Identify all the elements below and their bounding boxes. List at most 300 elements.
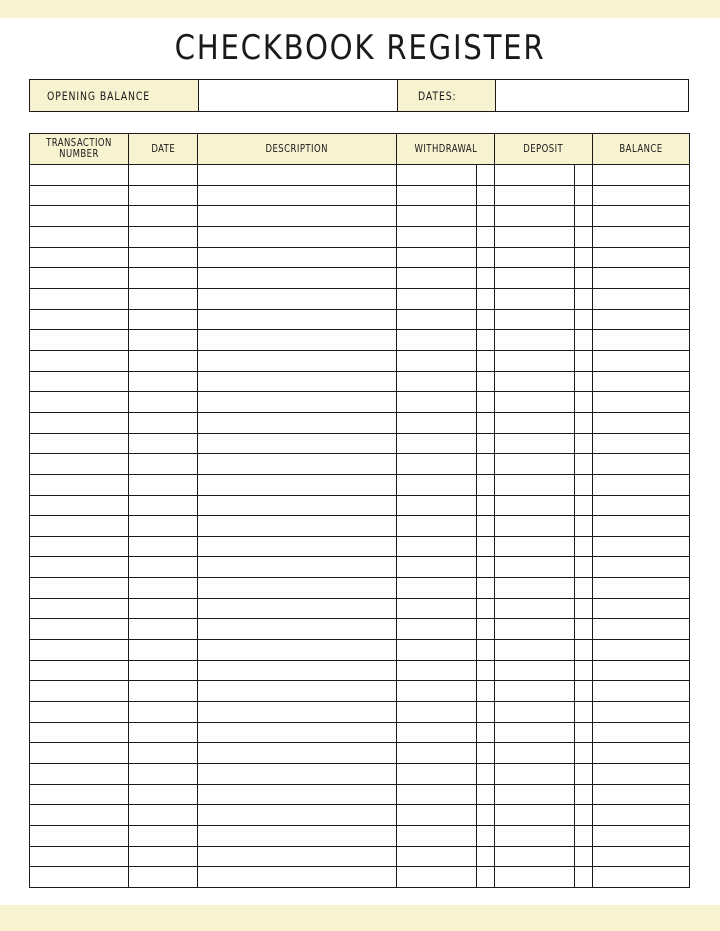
cell-transaction-number[interactable] <box>30 557 129 577</box>
cell-description[interactable] <box>198 516 397 536</box>
cell-description[interactable] <box>198 599 397 619</box>
table-row <box>30 329 689 350</box>
cents-subcell[interactable] <box>476 351 494 371</box>
cents-subcell[interactable] <box>476 372 494 392</box>
cell-balance[interactable] <box>593 454 689 474</box>
cell-balance[interactable] <box>593 847 689 867</box>
cell-balance[interactable] <box>593 516 689 536</box>
cell-balance[interactable] <box>593 785 689 805</box>
cents-subcell[interactable] <box>574 392 592 412</box>
cell-deposit[interactable] <box>495 805 593 825</box>
cell-date[interactable] <box>129 475 198 495</box>
cents-subcell[interactable] <box>476 310 494 330</box>
table-row <box>30 680 689 701</box>
cell-date[interactable] <box>129 640 198 660</box>
cents-subcell[interactable] <box>574 599 592 619</box>
cents-subcell[interactable] <box>476 599 494 619</box>
cell-withdrawal[interactable] <box>397 681 495 701</box>
cell-deposit[interactable] <box>495 330 593 350</box>
cell-date[interactable] <box>129 351 198 371</box>
cell-date[interactable] <box>129 165 198 185</box>
cell-transaction-number[interactable] <box>30 310 129 330</box>
cell-description[interactable] <box>198 640 397 660</box>
cents-subcell[interactable] <box>476 392 494 412</box>
cell-transaction-number[interactable] <box>30 351 129 371</box>
cell-transaction-number[interactable] <box>30 723 129 743</box>
cents-subcell[interactable] <box>476 186 494 206</box>
cents-subcell[interactable] <box>476 289 494 309</box>
cell-deposit[interactable] <box>495 227 593 247</box>
cents-subcell[interactable] <box>476 702 494 722</box>
cell-withdrawal[interactable] <box>397 475 495 495</box>
cents-subcell[interactable] <box>476 227 494 247</box>
cents-subcell[interactable] <box>476 805 494 825</box>
cents-subcell[interactable] <box>574 310 592 330</box>
cell-description[interactable] <box>198 227 397 247</box>
cell-deposit[interactable] <box>495 826 593 846</box>
cell-description[interactable] <box>198 805 397 825</box>
cell-description[interactable] <box>198 475 397 495</box>
cell-date[interactable] <box>129 805 198 825</box>
cell-balance[interactable] <box>593 310 689 330</box>
cell-deposit[interactable] <box>495 413 593 433</box>
cell-description[interactable] <box>198 785 397 805</box>
cell-date[interactable] <box>129 867 198 887</box>
cents-subcell[interactable] <box>574 785 592 805</box>
cell-date[interactable] <box>129 702 198 722</box>
cell-withdrawal[interactable] <box>397 867 495 887</box>
cents-subcell[interactable] <box>574 764 592 784</box>
cell-withdrawal[interactable] <box>397 186 495 206</box>
cell-date[interactable] <box>129 847 198 867</box>
cell-balance[interactable] <box>593 537 689 557</box>
cents-subcell[interactable] <box>574 351 592 371</box>
cell-transaction-number[interactable] <box>30 165 129 185</box>
cell-withdrawal[interactable] <box>397 434 495 454</box>
table-row <box>30 515 689 536</box>
cell-description[interactable] <box>198 557 397 577</box>
cell-balance[interactable] <box>593 826 689 846</box>
cell-date[interactable] <box>129 454 198 474</box>
cell-transaction-number[interactable] <box>30 537 129 557</box>
cell-description[interactable] <box>198 186 397 206</box>
cell-balance[interactable] <box>593 764 689 784</box>
cell-date[interactable] <box>129 227 198 247</box>
cents-subcell[interactable] <box>476 826 494 846</box>
cell-deposit[interactable] <box>495 702 593 722</box>
table-row <box>30 598 689 619</box>
cell-withdrawal[interactable] <box>397 392 495 412</box>
cell-balance[interactable] <box>593 248 689 268</box>
cell-withdrawal[interactable] <box>397 743 495 763</box>
table-row <box>30 226 689 247</box>
opening-balance-field[interactable] <box>199 80 398 111</box>
cell-date[interactable] <box>129 785 198 805</box>
cell-deposit[interactable] <box>495 557 593 577</box>
cell-balance[interactable] <box>593 289 689 309</box>
cell-deposit[interactable] <box>495 289 593 309</box>
cell-description[interactable] <box>198 413 397 433</box>
cents-subcell[interactable] <box>574 454 592 474</box>
cell-date[interactable] <box>129 599 198 619</box>
cell-deposit[interactable] <box>495 454 593 474</box>
cell-withdrawal[interactable] <box>397 785 495 805</box>
cell-date[interactable] <box>129 723 198 743</box>
cell-description[interactable] <box>198 268 397 288</box>
cents-subcell[interactable] <box>476 454 494 474</box>
cell-date[interactable] <box>129 392 198 412</box>
cents-subcell[interactable] <box>476 516 494 536</box>
cell-balance[interactable] <box>593 619 689 639</box>
cell-withdrawal[interactable] <box>397 661 495 681</box>
cell-date[interactable] <box>129 578 198 598</box>
cents-subcell[interactable] <box>574 248 592 268</box>
cell-deposit[interactable] <box>495 661 593 681</box>
cents-subcell[interactable] <box>574 289 592 309</box>
table-row <box>30 556 689 577</box>
cell-deposit[interactable] <box>495 599 593 619</box>
cell-description[interactable] <box>198 743 397 763</box>
cents-subcell[interactable] <box>574 330 592 350</box>
cell-deposit[interactable] <box>495 785 593 805</box>
cell-date[interactable] <box>129 516 198 536</box>
cents-subcell[interactable] <box>574 372 592 392</box>
cents-subcell[interactable] <box>574 496 592 516</box>
cents-subcell[interactable] <box>574 413 592 433</box>
cell-balance[interactable] <box>593 599 689 619</box>
cell-withdrawal[interactable] <box>397 702 495 722</box>
cell-date[interactable] <box>129 743 198 763</box>
cell-description[interactable] <box>198 867 397 887</box>
cents-subcell[interactable] <box>476 743 494 763</box>
cell-withdrawal[interactable] <box>397 496 495 516</box>
cell-deposit[interactable] <box>495 681 593 701</box>
cell-balance[interactable] <box>593 681 689 701</box>
cell-withdrawal[interactable] <box>397 227 495 247</box>
table-row <box>30 866 689 887</box>
table-row <box>30 846 689 867</box>
cell-date[interactable] <box>129 496 198 516</box>
cell-transaction-number[interactable] <box>30 289 129 309</box>
opening-balance-label: OPENING BALANCE <box>30 80 199 111</box>
cents-subcell[interactable] <box>574 268 592 288</box>
cell-date[interactable] <box>129 310 198 330</box>
cell-balance[interactable] <box>593 413 689 433</box>
cell-date[interactable] <box>129 372 198 392</box>
cell-balance[interactable] <box>593 206 689 226</box>
cell-date[interactable] <box>129 434 198 454</box>
cell-deposit[interactable] <box>495 206 593 226</box>
cell-balance[interactable] <box>593 723 689 743</box>
cents-subcell[interactable] <box>476 557 494 577</box>
cell-transaction-number[interactable] <box>30 475 129 495</box>
cell-transaction-number[interactable] <box>30 805 129 825</box>
cell-balance[interactable] <box>593 227 689 247</box>
cents-subcell[interactable] <box>476 496 494 516</box>
cell-transaction-number[interactable] <box>30 248 129 268</box>
table-row <box>30 371 689 392</box>
cell-description[interactable] <box>198 206 397 226</box>
cell-deposit[interactable] <box>495 619 593 639</box>
cell-deposit[interactable] <box>495 351 593 371</box>
cell-balance[interactable] <box>593 330 689 350</box>
cell-deposit[interactable] <box>495 578 593 598</box>
cell-balance[interactable] <box>593 867 689 887</box>
cell-deposit[interactable] <box>495 867 593 887</box>
cell-transaction-number[interactable] <box>30 867 129 887</box>
cell-withdrawal[interactable] <box>397 599 495 619</box>
cell-withdrawal[interactable] <box>397 330 495 350</box>
cell-date[interactable] <box>129 681 198 701</box>
cell-balance[interactable] <box>593 186 689 206</box>
cell-date[interactable] <box>129 413 198 433</box>
cell-withdrawal[interactable] <box>397 248 495 268</box>
cell-deposit[interactable] <box>495 372 593 392</box>
cents-subcell[interactable] <box>574 516 592 536</box>
cents-subcell[interactable] <box>476 785 494 805</box>
cell-balance[interactable] <box>593 351 689 371</box>
cell-transaction-number[interactable] <box>30 826 129 846</box>
cell-deposit[interactable] <box>495 496 593 516</box>
cell-balance[interactable] <box>593 165 689 185</box>
cell-withdrawal[interactable] <box>397 805 495 825</box>
cell-description[interactable] <box>198 578 397 598</box>
cents-subcell[interactable] <box>476 640 494 660</box>
cents-subcell[interactable] <box>476 847 494 867</box>
cell-deposit[interactable] <box>495 847 593 867</box>
cell-transaction-number[interactable] <box>30 681 129 701</box>
cell-date[interactable] <box>129 268 198 288</box>
cell-withdrawal[interactable] <box>397 557 495 577</box>
cell-transaction-number[interactable] <box>30 847 129 867</box>
cell-transaction-number[interactable] <box>30 434 129 454</box>
cents-subcell[interactable] <box>574 557 592 577</box>
cell-deposit[interactable] <box>495 434 593 454</box>
cell-transaction-number[interactable] <box>30 206 129 226</box>
cell-withdrawal[interactable] <box>397 454 495 474</box>
cell-deposit[interactable] <box>495 165 593 185</box>
cell-deposit[interactable] <box>495 537 593 557</box>
cell-date[interactable] <box>129 826 198 846</box>
cell-transaction-number[interactable] <box>30 496 129 516</box>
cell-description[interactable] <box>198 289 397 309</box>
cell-deposit[interactable] <box>495 516 593 536</box>
cell-description[interactable] <box>198 454 397 474</box>
cell-deposit[interactable] <box>495 475 593 495</box>
cell-date[interactable] <box>129 330 198 350</box>
table-row <box>30 536 689 557</box>
cell-date[interactable] <box>129 289 198 309</box>
cell-withdrawal[interactable] <box>397 268 495 288</box>
cell-balance[interactable] <box>593 578 689 598</box>
cell-balance[interactable] <box>593 661 689 681</box>
cell-date[interactable] <box>129 248 198 268</box>
cell-deposit[interactable] <box>495 743 593 763</box>
cents-subcell[interactable] <box>574 661 592 681</box>
cell-withdrawal[interactable] <box>397 578 495 598</box>
cents-subcell[interactable] <box>574 434 592 454</box>
cell-transaction-number[interactable] <box>30 764 129 784</box>
cents-subcell[interactable] <box>574 805 592 825</box>
cell-withdrawal[interactable] <box>397 619 495 639</box>
cents-subcell[interactable] <box>476 165 494 185</box>
cell-transaction-number[interactable] <box>30 330 129 350</box>
cell-transaction-number[interactable] <box>30 785 129 805</box>
cents-subcell[interactable] <box>476 248 494 268</box>
cents-subcell[interactable] <box>574 723 592 743</box>
cell-description[interactable] <box>198 537 397 557</box>
cell-withdrawal[interactable] <box>397 165 495 185</box>
cell-withdrawal[interactable] <box>397 537 495 557</box>
cents-subcell[interactable] <box>476 206 494 226</box>
cell-withdrawal[interactable] <box>397 206 495 226</box>
cell-description[interactable] <box>198 351 397 371</box>
cell-transaction-number[interactable] <box>30 372 129 392</box>
cell-withdrawal[interactable] <box>397 289 495 309</box>
cell-balance[interactable] <box>593 743 689 763</box>
cell-description[interactable] <box>198 702 397 722</box>
cents-subcell[interactable] <box>574 165 592 185</box>
cents-subcell[interactable] <box>574 702 592 722</box>
cents-subcell[interactable] <box>476 434 494 454</box>
cents-subcell[interactable] <box>476 413 494 433</box>
cell-date[interactable] <box>129 661 198 681</box>
cell-withdrawal[interactable] <box>397 516 495 536</box>
cents-subcell[interactable] <box>574 578 592 598</box>
cell-balance[interactable] <box>593 702 689 722</box>
cell-description[interactable] <box>198 723 397 743</box>
cell-description[interactable] <box>198 681 397 701</box>
cents-subcell[interactable] <box>574 681 592 701</box>
cell-transaction-number[interactable] <box>30 743 129 763</box>
cell-description[interactable] <box>198 165 397 185</box>
cents-subcell[interactable] <box>574 227 592 247</box>
cents-subcell[interactable] <box>574 186 592 206</box>
cents-subcell[interactable] <box>574 206 592 226</box>
col-header-balance: BALANCE <box>619 142 663 155</box>
cell-date[interactable] <box>129 764 198 784</box>
cell-withdrawal[interactable] <box>397 723 495 743</box>
cell-balance[interactable] <box>593 434 689 454</box>
cents-subcell[interactable] <box>574 847 592 867</box>
table-row <box>30 577 689 598</box>
cents-subcell[interactable] <box>476 537 494 557</box>
cell-withdrawal[interactable] <box>397 764 495 784</box>
cell-balance[interactable] <box>593 557 689 577</box>
cell-date[interactable] <box>129 537 198 557</box>
cell-withdrawal[interactable] <box>397 640 495 660</box>
cell-deposit[interactable] <box>495 268 593 288</box>
cell-transaction-number[interactable] <box>30 578 129 598</box>
cents-subcell[interactable] <box>476 661 494 681</box>
cell-description[interactable] <box>198 392 397 412</box>
cents-subcell[interactable] <box>476 330 494 350</box>
cents-subcell[interactable] <box>574 640 592 660</box>
cents-subcell[interactable] <box>476 764 494 784</box>
cell-balance[interactable] <box>593 392 689 412</box>
cell-deposit[interactable] <box>495 310 593 330</box>
cents-subcell[interactable] <box>476 619 494 639</box>
cell-transaction-number[interactable] <box>30 186 129 206</box>
cell-description[interactable] <box>198 330 397 350</box>
table-row <box>30 453 689 474</box>
cell-description[interactable] <box>198 764 397 784</box>
cell-date[interactable] <box>129 206 198 226</box>
cents-subcell[interactable] <box>476 723 494 743</box>
cell-description[interactable] <box>198 826 397 846</box>
cell-deposit[interactable] <box>495 640 593 660</box>
cents-subcell[interactable] <box>574 867 592 887</box>
table-row <box>30 288 689 309</box>
cell-description[interactable] <box>198 619 397 639</box>
cell-date[interactable] <box>129 557 198 577</box>
cell-transaction-number[interactable] <box>30 268 129 288</box>
cell-balance[interactable] <box>593 805 689 825</box>
cell-transaction-number[interactable] <box>30 227 129 247</box>
cents-subcell[interactable] <box>476 681 494 701</box>
cell-balance[interactable] <box>593 496 689 516</box>
cell-deposit[interactable] <box>495 392 593 412</box>
cell-withdrawal[interactable] <box>397 372 495 392</box>
cell-description[interactable] <box>198 661 397 681</box>
cell-transaction-number[interactable] <box>30 640 129 660</box>
cell-withdrawal[interactable] <box>397 351 495 371</box>
cell-withdrawal[interactable] <box>397 847 495 867</box>
cell-date[interactable] <box>129 186 198 206</box>
cell-transaction-number[interactable] <box>30 392 129 412</box>
table-row <box>30 433 689 454</box>
table-row <box>30 784 689 805</box>
cents-subcell[interactable] <box>476 475 494 495</box>
cell-description[interactable] <box>198 248 397 268</box>
cell-date[interactable] <box>129 619 198 639</box>
cell-deposit[interactable] <box>495 186 593 206</box>
cell-deposit[interactable] <box>495 764 593 784</box>
cell-description[interactable] <box>198 434 397 454</box>
cell-description[interactable] <box>198 372 397 392</box>
cell-deposit[interactable] <box>495 723 593 743</box>
dates-field[interactable] <box>496 80 688 111</box>
cents-subcell[interactable] <box>476 578 494 598</box>
cell-balance[interactable] <box>593 268 689 288</box>
cell-transaction-number[interactable] <box>30 619 129 639</box>
cell-transaction-number[interactable] <box>30 413 129 433</box>
table-row <box>30 742 689 763</box>
cell-withdrawal[interactable] <box>397 310 495 330</box>
cell-description[interactable] <box>198 496 397 516</box>
cell-transaction-number[interactable] <box>30 702 129 722</box>
cell-transaction-number[interactable] <box>30 454 129 474</box>
cents-subcell[interactable] <box>574 743 592 763</box>
cents-subcell[interactable] <box>574 475 592 495</box>
cell-transaction-number[interactable] <box>30 516 129 536</box>
cents-subcell[interactable] <box>476 268 494 288</box>
cell-balance[interactable] <box>593 475 689 495</box>
cell-balance[interactable] <box>593 372 689 392</box>
cents-subcell[interactable] <box>574 826 592 846</box>
cents-subcell[interactable] <box>476 867 494 887</box>
cell-withdrawal[interactable] <box>397 826 495 846</box>
cell-deposit[interactable] <box>495 248 593 268</box>
cell-transaction-number[interactable] <box>30 661 129 681</box>
cell-description[interactable] <box>198 310 397 330</box>
cell-description[interactable] <box>198 847 397 867</box>
cell-balance[interactable] <box>593 640 689 660</box>
cents-subcell[interactable] <box>574 619 592 639</box>
cents-subcell[interactable] <box>574 537 592 557</box>
cell-withdrawal[interactable] <box>397 413 495 433</box>
cell-transaction-number[interactable] <box>30 599 129 619</box>
